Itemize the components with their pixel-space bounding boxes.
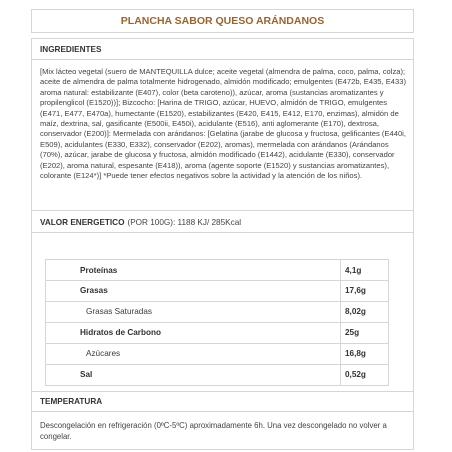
nutrient-value: 8,02g (340, 301, 389, 323)
nutrition-row (45, 301, 389, 323)
ingredients-text: [Mix lácteo vegetal (suero de MANTEQUILLA dulce; aceite vegetal (almendra de palma, coco, palma, colza); aceite de almendra de palma totalmente hidrogenado, almidón modificado; emulgentes (E472b, E435, E433) aroma natural: estabilizante (E407), color (beta caroteno)), azúcar, aroma (sustancias aromatizantes y propilenglicol (E1520))]; Bizcocho: [Harina de TRIGO, azúcar, HUEVO, almidón de TRIGO, emulgentes (E471, E477, E470a), humectante (E1520), estabilizantes (E420, E415, E412, E170, enzimas), almidón de maíz, dextrina, sal, gasificante (E500ii, E450i), acidulante (E516), anti aglomerante (E170), dextrosa, conservador (E200)]: Mermelada con arándanos: [Gelatina (jarabe de glucosa y fructosa, gelificantes (E440i, E509), acidulantes (E330, E332), conservador (E202), aromas), mermelada con arándanos (Arándanos (70%), azúcar, jarabe de glucosa y fructosa, almidón modificado (E1442), acidulante (E330), conservador (E202), aroma natural, espesante (E418)), aroma (agente soporte (E1520) y sustancias aromatizantes), colorante (E124*)] *Puede tener efectos negativos sobre la actividad y la atención de los niños). (40, 67, 406, 181)
temperature-text: Descongelación en refrigeración (0ºC-5ºC) aproximadamente 6h. Una vez descongelado no volver a congelar. (40, 421, 387, 441)
nutrient-name: Proteínas (45, 259, 340, 281)
nutrient-name: Grasas (45, 280, 340, 302)
nutrient-value: 25g (340, 322, 389, 344)
divider (32, 210, 413, 211)
nutrient-value: 0,52g (340, 364, 389, 386)
nutrient-value: 4,1g (340, 259, 389, 281)
energy-value: (POR 100G): 1188 KJ/ 285Kcal (127, 217, 242, 227)
nutrient-value: 17,6g (340, 280, 389, 302)
product-title: PLANCHA SABOR QUESO ARÁNDANOS (31, 9, 414, 33)
nutrition-row (45, 343, 389, 365)
nutrition-row (45, 280, 389, 302)
ingredients-heading: INGREDIENTES (32, 39, 413, 60)
nutrient-name: Azúcares (45, 343, 340, 365)
temperature-heading: TEMPERATURA (32, 391, 413, 412)
nutrient-name: Grasas Saturadas (45, 301, 340, 323)
nutrient-name: Sal (45, 364, 340, 386)
divider (32, 232, 413, 233)
energy-label: VALOR ENERGETICO (40, 217, 125, 227)
nutrition-row (45, 322, 389, 344)
nutrient-name: Hidratos de Carbono (45, 322, 340, 344)
nutrition-row (45, 364, 389, 386)
energy-line (40, 212, 241, 232)
nutrient-value: 16,8g (340, 343, 389, 365)
nutrition-row (45, 259, 389, 281)
info-panel (31, 38, 414, 450)
